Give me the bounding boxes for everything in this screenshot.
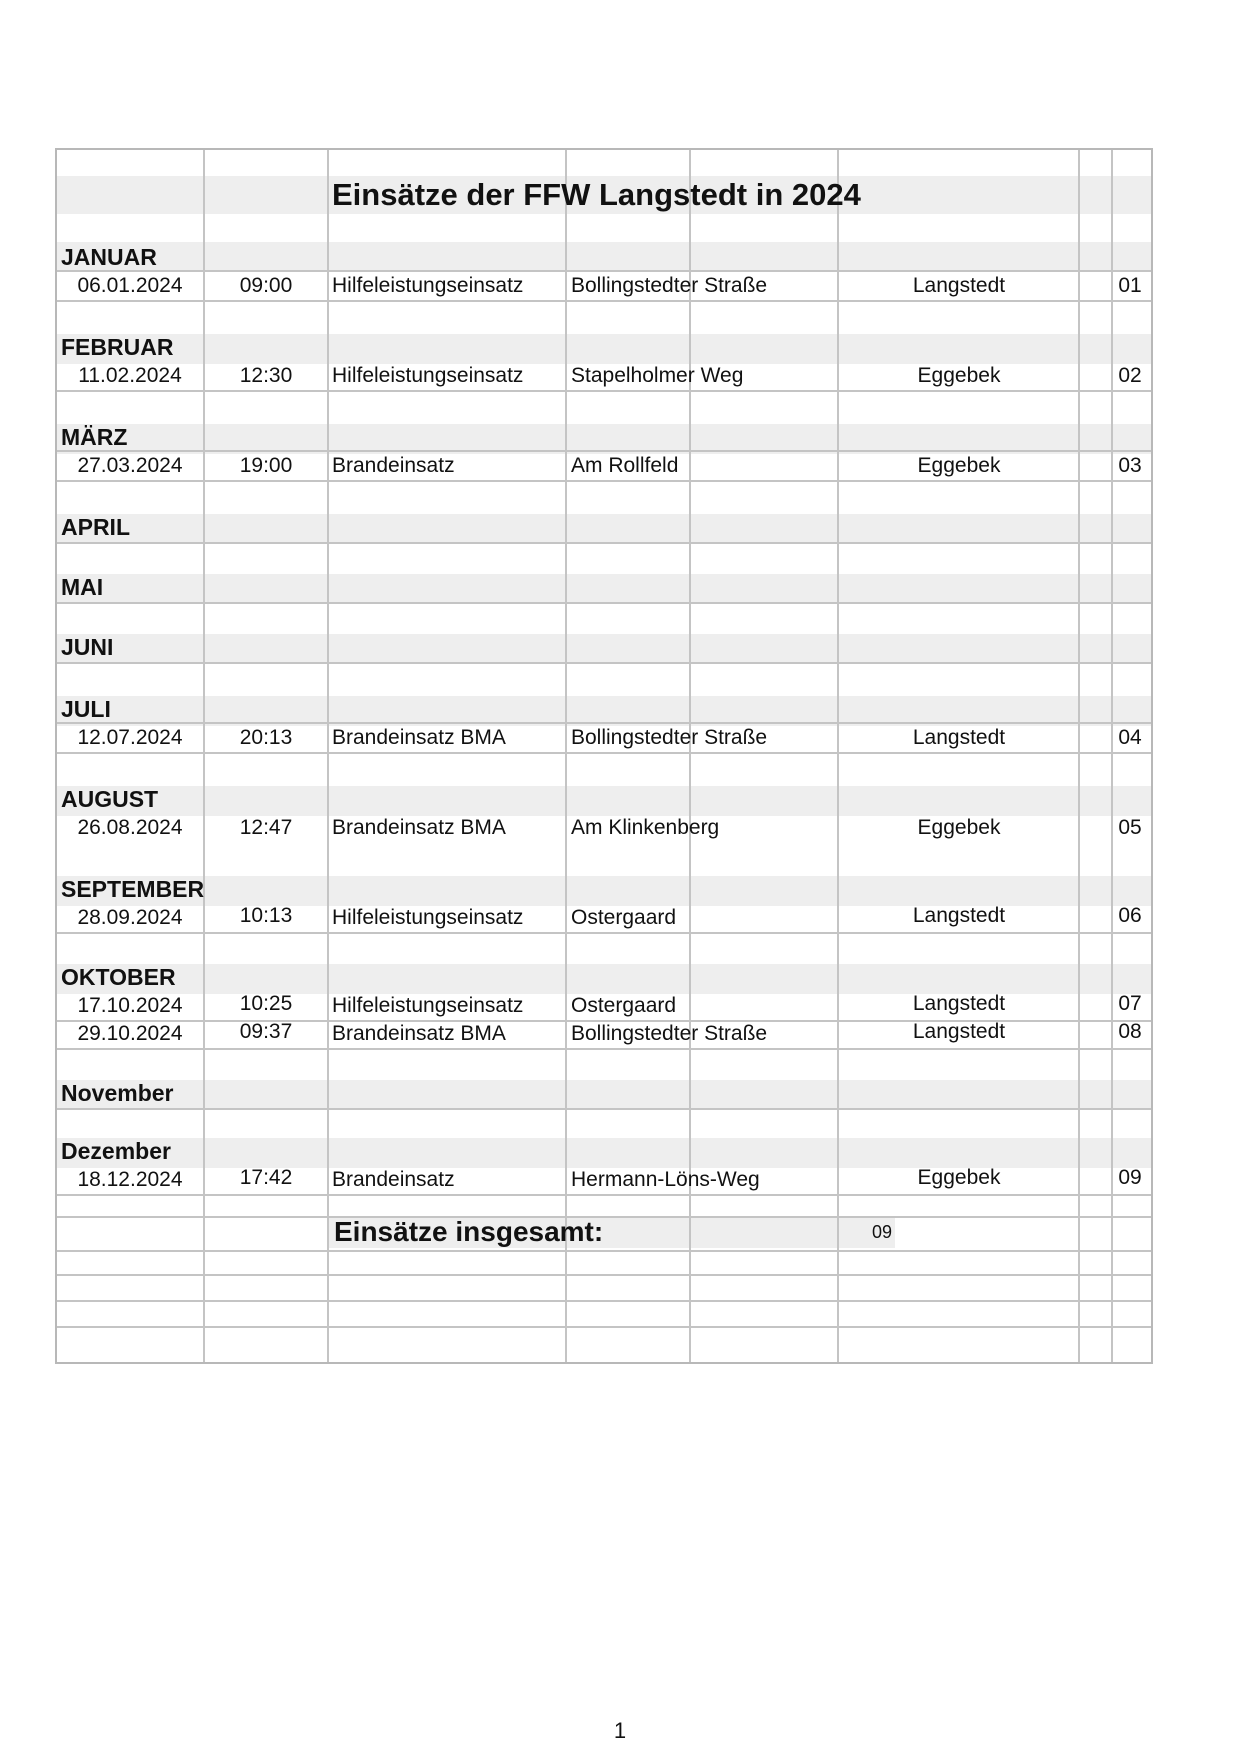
entry-street: Ostergaard: [571, 994, 677, 1017]
month-band: [57, 1080, 1151, 1110]
row-divider: [57, 1300, 1151, 1302]
row-divider: [57, 1194, 1151, 1196]
entry-number: 02: [1118, 364, 1142, 387]
entry-number: 05: [1118, 816, 1142, 839]
entry-type: Hilfeleistungseinsatz: [332, 364, 524, 387]
entry-date: 11.02.2024: [78, 364, 182, 387]
row-divider: [57, 542, 1151, 544]
month-heading-april: APRIL: [61, 514, 130, 540]
row-divider: [57, 270, 1151, 272]
row-divider: [57, 1048, 1151, 1050]
entry-type: Brandeinsatz BMA: [332, 816, 506, 839]
deployment-table: [55, 148, 1153, 1364]
entry-place: Langstedt: [912, 1020, 1006, 1043]
entry-place: Eggebek: [917, 364, 1001, 387]
entry-time: 12:47: [239, 816, 293, 839]
row-divider: [57, 752, 1151, 754]
entry-number: 03: [1118, 454, 1142, 477]
entry-street: Stapelholmer Weg: [571, 364, 744, 387]
entry-date: 12.07.2024: [77, 726, 183, 749]
entry-street: Bollingstedter Straße: [571, 274, 768, 297]
entry-number: 01: [1118, 274, 1142, 297]
month-heading-februar: FEBRUAR: [61, 334, 174, 360]
entry-time: 09:37: [239, 1020, 293, 1043]
month-heading-november: November: [61, 1080, 174, 1106]
entry-place: Langstedt: [912, 992, 1006, 1015]
entry-date: 26.08.2024: [77, 816, 183, 839]
month-band: [57, 242, 1151, 272]
entry-time: 20:13: [239, 726, 293, 749]
month-band: [57, 1138, 1151, 1168]
entry-number: 08: [1118, 1020, 1142, 1043]
row-divider: [57, 1326, 1151, 1328]
entry-type: Hilfeleistungseinsatz: [332, 994, 524, 1017]
page-title: Einsätze der FFW Langstedt in 2024: [332, 177, 861, 212]
entry-type: Hilfeleistungseinsatz: [332, 274, 524, 297]
entry-street: Am Rollfeld: [571, 454, 679, 477]
row-divider: [57, 480, 1151, 482]
entry-type: Brandeinsatz: [332, 1168, 455, 1191]
month-heading-august: AUGUST: [61, 786, 159, 812]
month-heading-dezember: Dezember: [61, 1138, 171, 1164]
entry-number: 09: [1118, 1166, 1142, 1189]
month-band: [57, 634, 1151, 664]
row-divider: [57, 450, 1151, 452]
entry-place: Eggebek: [917, 1166, 1001, 1189]
month-heading-juni: JUNI: [61, 634, 114, 660]
month-heading-maerz: MÄRZ: [61, 424, 128, 450]
column-divider: [327, 150, 329, 1362]
row-divider: [57, 1108, 1151, 1110]
entry-date: 28.09.2024: [77, 906, 183, 929]
row-divider: [57, 1216, 1151, 1218]
month-heading-juli: JULI: [61, 696, 111, 722]
entry-place: Eggebek: [917, 816, 1001, 839]
entry-time: 19:00: [239, 454, 293, 477]
month-heading-oktober: OKTOBER: [61, 964, 176, 990]
entry-place: Eggebek: [917, 454, 1001, 477]
entry-date: 17.10.2024: [77, 994, 183, 1017]
row-divider: [57, 1274, 1151, 1276]
entry-date: 18.12.2024: [77, 1168, 183, 1191]
total-value: 09: [871, 1222, 892, 1242]
entry-number: 07: [1118, 992, 1142, 1015]
entry-street: Bollingstedter Straße: [571, 726, 768, 749]
row-divider: [57, 300, 1151, 302]
entry-type: Brandeinsatz BMA: [332, 726, 506, 749]
row-divider: [57, 1250, 1151, 1252]
entry-date: 06.01.2024: [77, 274, 183, 297]
month-band: [57, 334, 1151, 364]
entry-street: Ostergaard: [571, 906, 677, 929]
row-divider: [57, 602, 1151, 604]
entry-date: 27.03.2024: [77, 454, 183, 477]
entry-time: 09:00: [239, 274, 293, 297]
month-band: [57, 514, 1151, 544]
total-label: Einsätze insgesamt:: [334, 1216, 604, 1247]
row-divider: [57, 932, 1151, 934]
month-band: [57, 876, 1151, 906]
month-heading-september: SEPTEMBER: [61, 876, 205, 902]
entry-time: 10:13: [239, 904, 293, 927]
entry-place: Langstedt: [912, 274, 1006, 297]
entry-place: Langstedt: [912, 904, 1006, 927]
entry-time: 12:30: [239, 364, 293, 387]
entry-date: 29.10.2024: [77, 1022, 183, 1045]
entry-type: Brandeinsatz BMA: [332, 1022, 506, 1045]
entry-type: Brandeinsatz: [332, 454, 455, 477]
month-band: [57, 786, 1151, 816]
month-band: [57, 964, 1151, 994]
entry-number: 04: [1118, 726, 1142, 749]
entry-type: Hilfeleistungseinsatz: [332, 906, 524, 929]
month-heading-mai: MAI: [61, 574, 104, 600]
entry-street: Hermann-Löns-Weg: [571, 1168, 760, 1191]
entry-time: 10:25: [239, 992, 293, 1015]
month-band: [57, 574, 1151, 604]
entry-street: Bollingstedter Straße: [571, 1022, 768, 1045]
entry-number: 06: [1118, 904, 1142, 927]
row-divider: [57, 722, 1151, 724]
entry-time: 17:42: [239, 1166, 293, 1189]
entry-street: Am Klinkenberg: [571, 816, 720, 839]
row-divider: [57, 662, 1151, 664]
entry-place: Langstedt: [912, 726, 1006, 749]
row-divider: [57, 390, 1151, 392]
month-heading-januar: JANUAR: [61, 244, 157, 270]
page-number: 1: [613, 1718, 627, 1743]
column-divider: [565, 150, 567, 1362]
